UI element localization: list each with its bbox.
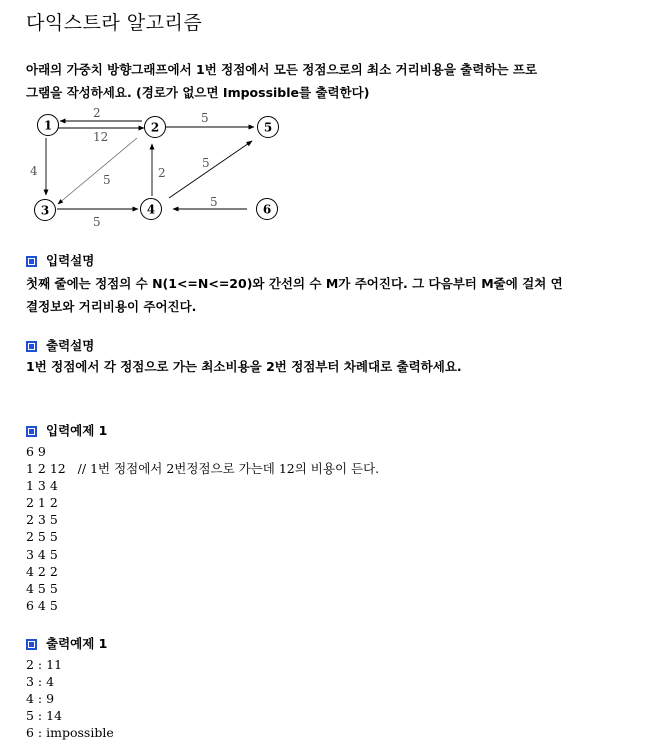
example-output-line: 5 : 14 [26, 708, 63, 724]
input-description-line-2: 결정보와 거리비용이 주어진다. [26, 299, 197, 314]
example-input-line: 6 4 5 [26, 597, 58, 613]
square-bullet-icon [26, 256, 37, 267]
example-output-heading-text: 출력예제 1 [46, 636, 108, 651]
weight-4-5: 5 [202, 156, 210, 170]
node-label-6: 6 [262, 202, 272, 217]
square-bullet-icon [26, 341, 37, 352]
example-output-heading [26, 634, 107, 654]
example-input-heading-text: 입력예제 1 [46, 423, 108, 438]
weight-2-1: 2 [93, 106, 101, 120]
example-output-line: 4 : 9 [26, 691, 55, 707]
example-input-line: 4 2 2 [26, 563, 58, 579]
weight-4-2: 2 [158, 166, 166, 180]
description-line-2: 그램을 작성하세요. (경로가 없으면 Impossible를 출력한다) [26, 85, 370, 100]
problem-description [26, 58, 626, 104]
example-input-line: 1 2 12 // 1번 정점에서 2번정점으로 가는데 12의 비용이 든다. [26, 461, 380, 477]
weighted-directed-graph [20, 102, 290, 230]
example-output-block [26, 656, 114, 741]
node-label-1: 1 [43, 118, 53, 133]
weight-2-5: 5 [201, 111, 209, 125]
output-description [26, 355, 626, 378]
input-description-heading [26, 251, 94, 271]
output-description-heading [26, 336, 94, 356]
example-input-line: 2 3 5 [26, 512, 58, 528]
example-input-line: 2 5 5 [26, 529, 58, 545]
weight-1-2: 12 [93, 130, 109, 144]
input-description [26, 272, 626, 318]
example-input-line: 2 1 2 [26, 495, 58, 511]
weight-1-3: 4 [30, 164, 38, 178]
node-label-5: 5 [263, 120, 273, 135]
input-description-line-1: 첫째 줄에는 정점의 수 N(1<=N<=20)와 간선의 수 M가 주어진다. 그 다음부터 M줄에 걸쳐 연 [26, 276, 563, 291]
example-output-line: 3 : 4 [26, 674, 55, 690]
node-label-2: 2 [150, 120, 160, 135]
weight-2-3: 5 [103, 173, 111, 187]
example-output-line: 2 : 11 [26, 657, 63, 672]
example-input-line: 4 5 5 [26, 580, 58, 596]
square-bullet-icon [26, 426, 37, 437]
example-input-block [26, 443, 379, 614]
node-label-4: 4 [146, 202, 156, 217]
edge-4-5 [169, 141, 252, 198]
input-heading-text: 입력설명 [46, 253, 95, 268]
page-title: 다익스트라 알고리즘 [26, 12, 203, 34]
example-input-line: 3 4 5 [26, 546, 58, 562]
square-bullet-icon [26, 639, 37, 650]
example-input-line: 6 9 [26, 444, 46, 459]
weight-6-4: 5 [210, 195, 218, 209]
description-line-1: 아래의 가중치 방향그래프에서 1번 정점에서 모든 정점으로의 최소 거리비용을 출력하는 프로 [26, 62, 538, 77]
example-input-line: 1 3 4 [26, 478, 58, 494]
output-description-line-1: 1번 정점에서 각 정점으로 가는 최소비용을 2번 정점부터 차례대로 출력하세요. [26, 359, 462, 374]
example-input-heading [26, 421, 107, 441]
output-heading-text: 출력설명 [46, 338, 95, 353]
weight-3-4: 5 [93, 215, 101, 229]
edge-2-3 [58, 138, 137, 204]
node-label-3: 3 [40, 203, 50, 218]
example-output-line: 6 : impossible [26, 725, 114, 741]
